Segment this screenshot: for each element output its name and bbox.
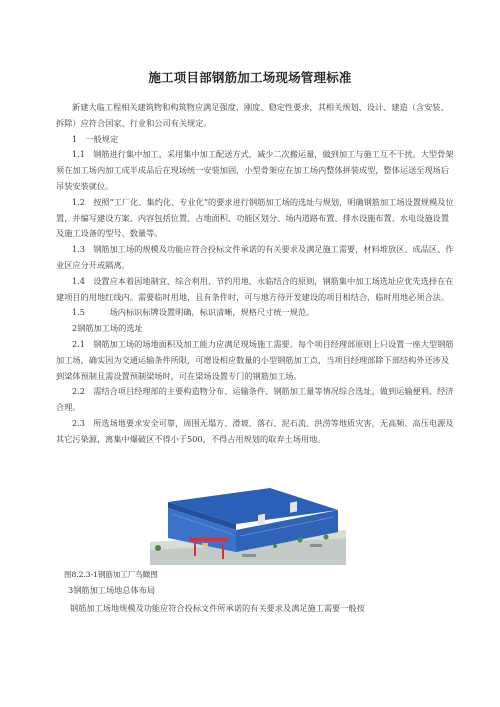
paragraph-1-4: 1.4 设置应本着因地制宜、综合利用、节约用地、永临结合的原则，钢筋集中加工场选址应优先选择在在建项目的用地红线内。需要临时用地，且有条件时，可与地方待开发建设的项目相结合，临时用地必须合法。 — [56, 275, 454, 302]
document-body — [56, 100, 456, 448]
section-heading-3: 3钢筋加工场地总体布局 — [68, 585, 156, 595]
section-heading-1: 1 一般规定 — [72, 133, 119, 144]
factory-aerial-image — [150, 480, 346, 565]
paragraph-2-1: 2.1 钢筋加工场的场地面积及加工能力应满足现场施工需要。每个项目经理部原则上只设置一座大型钢筋加工场，确实因为交通运输条件所限，可增设相应数量的小型钢筋加工点，当项目经理部除下部结构外还涉及到梁体预制且需设置预制梁场时，可在梁场设置专门的钢筋加工场。 — [56, 338, 454, 381]
figure-caption: 图8.2.3-1钢筋加工厂鸟瞰图 — [64, 570, 158, 579]
paragraph-1-1: 1.1 钢筋进行集中加工，采用集中加工配送方式，减少二次搬运量，做到加工与施工互不干扰。大型骨架须在加工场内加工成半成品后在现场统一安装加固，小型骨架应在加工场内整体拼装成型，整体运送至现场后吊装安装就位。 — [56, 149, 454, 191]
paragraph-1-5: 1.5 场内标识标牌设置明确，标识清晰，规格尺寸统一规范。 — [72, 307, 315, 318]
section-heading-2: 2钢筋加工场的选址 — [72, 323, 143, 334]
paragraph-1-3: 1.3 钢筋加工场的规模及功能应符合投标文件承诺的有关要求及满足施工需要，材料堆放区、成品区、作业区应分开或隔离。 — [56, 244, 454, 270]
paragraph-1-2: 1.2 按照“工厂化、集约化、专业化”的要求进行钢筋加工场的选址与规划，明确钢筋加工场设置规模及位置，并编写建设方案，内容包括位置、占地面积、功能区划分、场内道路布置、排水设施布置、水电设施设置及施工设备的型号、数量等。 — [56, 196, 454, 239]
paragraph-3-start: 钢筋加工场地规模及功能应符合投标文件所承诺的有关要求及满足施工需要一般按 — [70, 603, 365, 613]
paragraph-intro: 新建大临工程相关建筑物和构筑物应满足强度、刚度、稳定性要求，其相关规划、设计、建造（含安装、拆除）应符合国家、行业和公司有关规定。 — [56, 102, 449, 128]
page-title: 施工项目部钢筋加工场现场管理标准 — [148, 70, 352, 85]
paragraph-2-2: 2.2 需结合项目经理部的主要构造物分布、运输条件、钢筋加工量等情况综合选址，做到运输便利、经济合理。 — [56, 386, 454, 413]
paragraph-2-3: 2.3 所选场地要求安全可靠，周围无塌方、滑坡、落石、泥石流、洪涝等地质灾害，无高频、高压电源及其它污染源，离集中爆破区不得小于500，不得占用规划的取弃土场用地。 — [56, 417, 454, 444]
